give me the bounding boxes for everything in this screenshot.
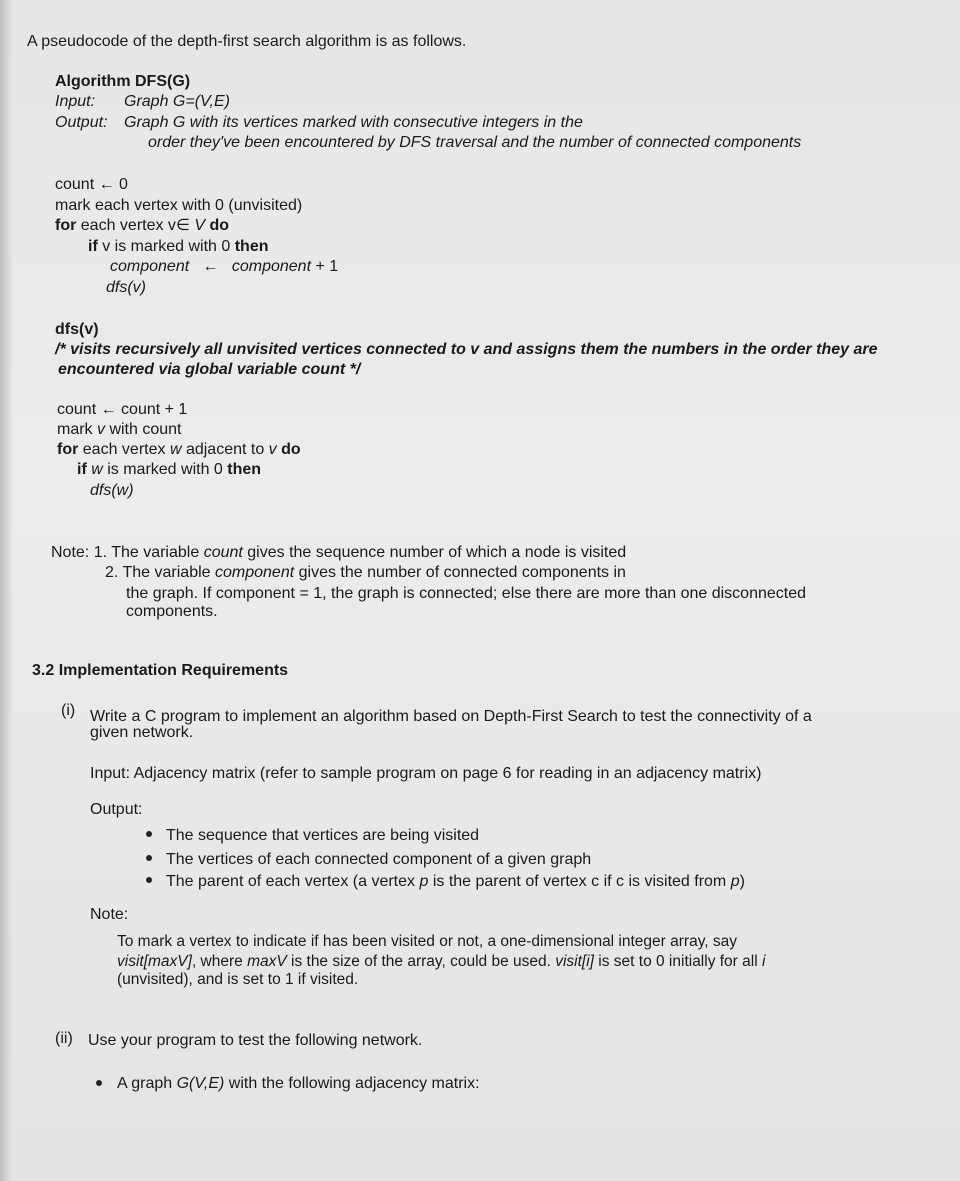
- bullet-text: is the parent of vertex c if c is visited from: [428, 873, 731, 890]
- dfs-code-mark: [57, 420, 181, 440]
- code-text: 0: [119, 176, 128, 193]
- element-of-icon: ∈: [175, 217, 190, 234]
- arrow-icon: ←: [100, 401, 117, 418]
- output-label: Output:: [55, 114, 108, 131]
- code-text: + 1: [311, 258, 339, 275]
- note-text: 2. The variable: [105, 564, 215, 581]
- item-1-line-1: Write a C program to implement an algorithm based on Depth-First Search to test the connectivity of a: [90, 708, 812, 725]
- graph-bullet: [117, 1074, 480, 1094]
- note-var: maxV: [247, 953, 287, 970]
- bullet-text: ): [739, 873, 745, 890]
- code-var: w: [169, 441, 182, 458]
- code-text: count: [57, 401, 97, 418]
- code-text: is marked with 0: [102, 461, 228, 478]
- note-text: is set to 0 initially for all: [593, 953, 762, 970]
- output-line-1: Graph G with its vertices marked with consecutive integers in the: [124, 114, 583, 131]
- code-var: v: [268, 441, 277, 458]
- code-line-count-init: [55, 175, 128, 195]
- code-text: with count: [105, 421, 182, 438]
- page-edge-shadow: [0, 0, 12, 1181]
- code-text: each vertex v: [76, 217, 176, 234]
- dfs-code-count: [57, 400, 187, 420]
- bullet-text: with the following adjacency matrix:: [224, 1075, 480, 1092]
- section-title: 3.2 Implementation Requirements: [32, 662, 289, 679]
- arrow-icon: ←: [202, 258, 219, 275]
- code-line-mark: mark each vertex with 0 (unvisited): [55, 197, 303, 214]
- code-text: mark: [57, 421, 97, 438]
- keyword-if: if: [77, 461, 87, 478]
- note-var: visit[i]: [555, 953, 594, 970]
- code-text: component: [110, 258, 190, 275]
- keyword-for: for: [57, 441, 79, 458]
- code-text: component: [231, 258, 312, 275]
- input-value: Graph G=(V,E): [124, 93, 230, 110]
- keyword-then: then: [234, 238, 269, 255]
- note-text: , where: [191, 953, 248, 970]
- output-line-2: order they've been encountered by DFS traversal and the number of connected components: [148, 134, 802, 151]
- note-text: gives the number of connected components in: [294, 564, 626, 581]
- bullet-icon: [146, 831, 152, 837]
- algorithm-title: Algorithm DFS(G): [55, 73, 191, 90]
- note-line-1: [51, 543, 626, 563]
- item-1-number: (i): [61, 702, 76, 719]
- code-line-if: [88, 237, 269, 257]
- dfs-code-if: [77, 460, 261, 480]
- dfs-title: dfs(v): [55, 321, 99, 338]
- array-note-line-3: (unvisited), and is set to 1 if visited.: [117, 971, 359, 988]
- note-text: gives the sequence number of which a node is visited: [242, 544, 627, 561]
- bullet-text: A graph: [117, 1075, 177, 1092]
- arrow-icon: ←: [98, 176, 115, 193]
- item-2-text: Use your program to test the following network.: [88, 1032, 423, 1049]
- note-heading: Note:: [90, 906, 129, 923]
- input-label: Input:: [55, 93, 96, 110]
- bullet-icon: [96, 1080, 102, 1086]
- note-var: i: [761, 953, 766, 970]
- code-line-for: [55, 216, 229, 236]
- code-text: V: [189, 217, 205, 234]
- note-text: is the size of the array, could be used.: [286, 953, 556, 970]
- code-line-component: [110, 257, 338, 277]
- output-heading: Output:: [90, 801, 143, 818]
- code-text: each vertex: [78, 441, 170, 458]
- code-text: v is marked with 0: [97, 238, 235, 255]
- code-var: w: [86, 461, 103, 478]
- bullet-var: p: [730, 873, 740, 890]
- code-line-dfs-call: dfs(v): [106, 279, 146, 296]
- note-line-2: [105, 563, 626, 583]
- bullet-icon: [146, 877, 152, 883]
- output-bullet-2: The vertices of each connected component of a given graph: [166, 851, 592, 868]
- note-var: count: [203, 544, 243, 561]
- dfs-comment-line-1: /* visits recursively all unvisited vertices connected to v and assigns them the numbers in the order they are: [55, 341, 878, 358]
- keyword-if: if: [88, 238, 98, 255]
- code-text: count + 1: [121, 401, 188, 418]
- intro-text: A pseudocode of the depth-first search algorithm is as follows.: [27, 33, 467, 50]
- note-text: Note: 1. The variable: [51, 544, 204, 561]
- note-var: visit[maxV]: [117, 953, 192, 970]
- bullet-var: G(V,E): [176, 1075, 225, 1092]
- keyword-do: do: [205, 217, 229, 234]
- item-2-number: (ii): [55, 1030, 73, 1047]
- output-bullet-3: [166, 872, 745, 892]
- dfs-comment-line-2: encountered via global variable count */: [58, 361, 361, 378]
- input-description: Input: Adjacency matrix (refer to sample program on page 6 for reading in an adjacency matrix): [90, 765, 762, 782]
- code-text: count: [55, 176, 95, 193]
- item-1-line-2: given network.: [90, 724, 194, 741]
- bullet-var: p: [419, 873, 429, 890]
- array-note-line-2: [117, 952, 765, 972]
- dfs-code-recursive-call: dfs(w): [90, 482, 134, 499]
- note-line-3: the graph. If component = 1, the graph is connected; else there are more than one disconnected: [126, 585, 806, 602]
- dfs-code-for: [57, 440, 301, 460]
- keyword-for: for: [55, 217, 77, 234]
- keyword-then: then: [227, 461, 262, 478]
- code-var: v: [97, 421, 105, 438]
- note-var: component: [215, 564, 295, 581]
- code-text: adjacent to: [181, 441, 269, 458]
- keyword-do: do: [276, 441, 301, 458]
- bullet-icon: [146, 855, 152, 861]
- output-bullet-1: The sequence that vertices are being visited: [166, 827, 480, 844]
- note-line-4: components.: [126, 603, 218, 620]
- array-note-line-1: To mark a vertex to indicate if has been visited or not, a one-dimensional integer array, say: [117, 933, 738, 950]
- bullet-text: The parent of each vertex (a vertex: [166, 873, 420, 890]
